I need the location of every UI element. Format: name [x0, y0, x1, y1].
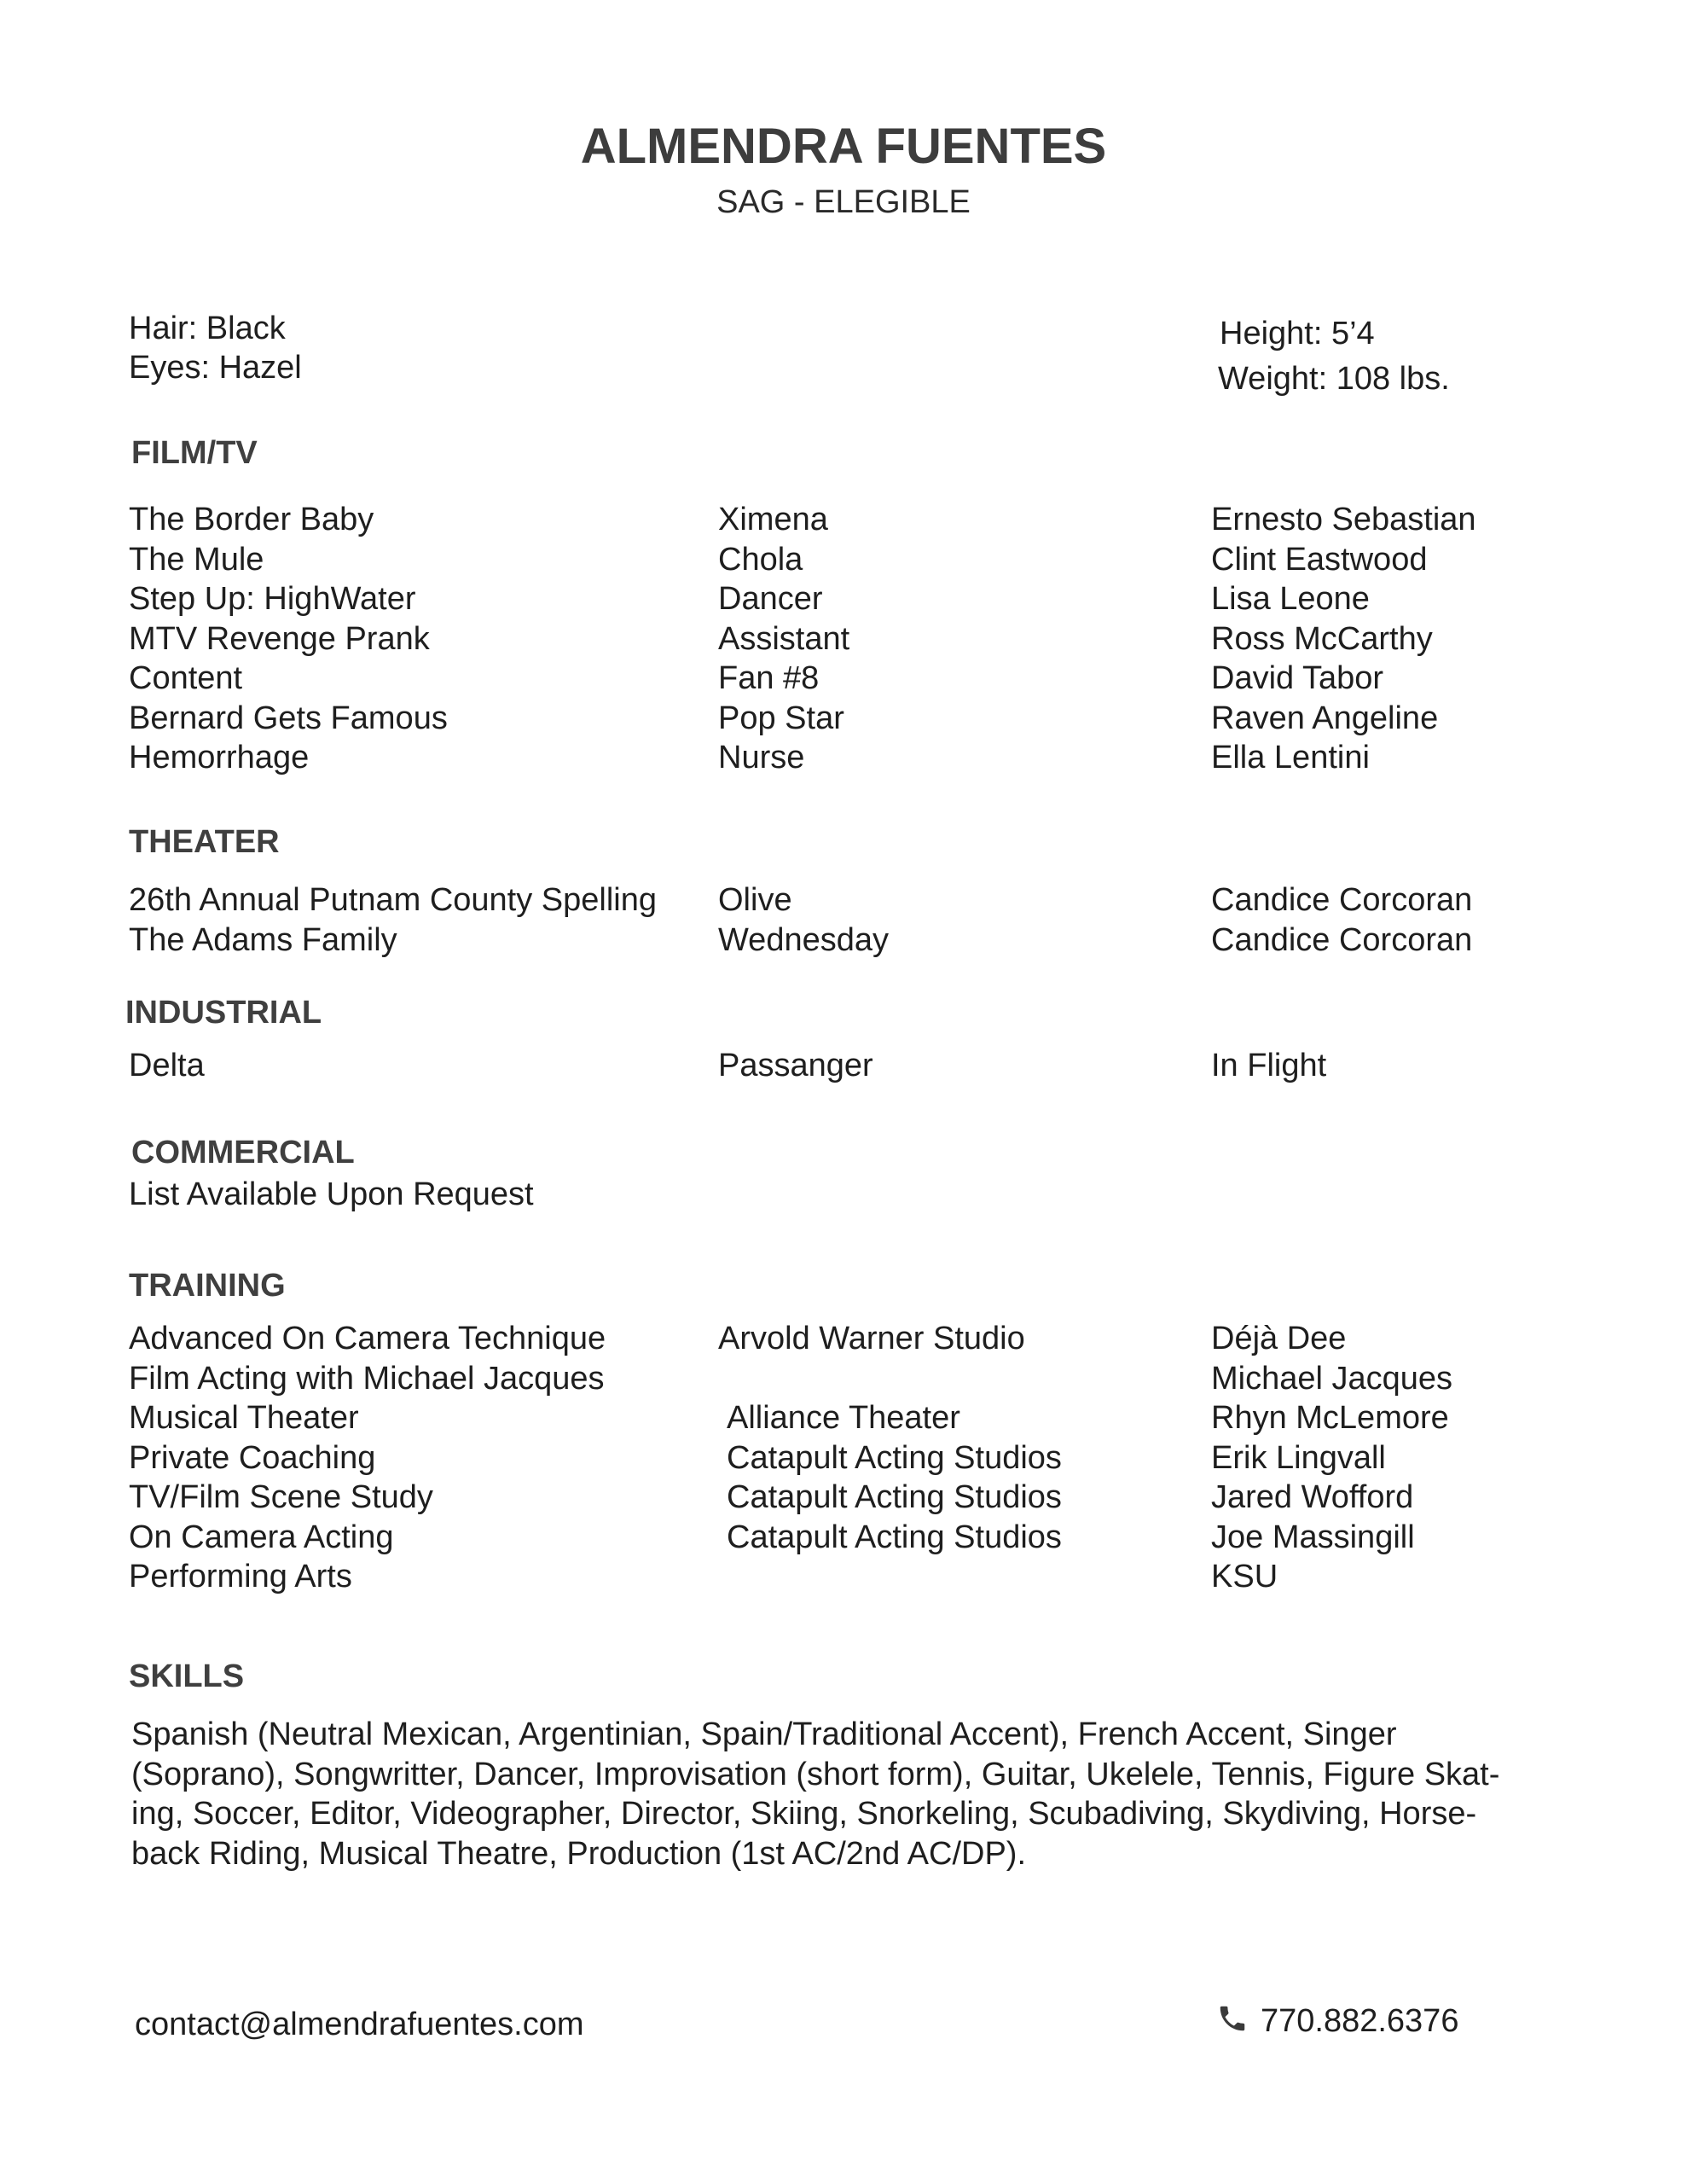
film-tv-role: Ximena [718, 502, 828, 537]
film-tv-role: Dancer [718, 581, 823, 617]
section-heading-film-tv: FILM/TV [131, 435, 258, 471]
training-teacher: Michael Jacques [1211, 1360, 1453, 1397]
theater-directors [1211, 880, 1472, 960]
training-course: Musical Theater [129, 1400, 359, 1436]
section-heading-theater: THEATER [129, 824, 280, 860]
training-teacher: KSU [1211, 1559, 1278, 1594]
training-course: Advanced On Camera Technique [129, 1321, 606, 1356]
film-tv-director: Ella Lentini [1211, 740, 1370, 775]
theater-director: Candice Corcoran [1211, 921, 1473, 958]
skills-text [131, 1715, 1499, 1873]
stat-hair: Hair: Black [129, 311, 286, 346]
union-status: SAG - ELEGIBLE [716, 184, 971, 220]
film-tv-director: Lisa Leone [1211, 581, 1370, 617]
skills-line: ing, Soccer, Editor, Videographer, Director, Skiing, Snorkeling, Scubadiving, Skydiving, Horse- [131, 1796, 1477, 1832]
training-teacher: Jared Wofford [1211, 1479, 1414, 1515]
theater-role: Wednesday [718, 921, 889, 958]
resume-name: ALMENDRA FUENTES [580, 119, 1107, 174]
film-tv-director: Ernesto Sebastian [1211, 502, 1476, 537]
theater-title: 26th Annual Putnam County Spelling [129, 882, 657, 918]
film-tv-director: Raven Angeline [1211, 700, 1439, 736]
training-schools [718, 1319, 1062, 1597]
industrial-title: Delta [129, 1048, 205, 1083]
section-heading-training: TRAINING [129, 1268, 286, 1304]
theater-roles [718, 880, 889, 960]
skills-line: (Soprano), Songwritter, Dancer, Improvisation (short form), Guitar, Ukelele, Tennis, Figure Skat- [131, 1756, 1500, 1792]
contact-phone: 770.882.6376 [1261, 2003, 1459, 2040]
film-tv-role: Chola [718, 541, 803, 578]
film-tv-director: David Tabor [1211, 660, 1384, 696]
training-teacher: Rhyn McLemore [1211, 1400, 1449, 1436]
training-school: Catapult Acting Studios [727, 1439, 1062, 1476]
film-tv-directors [1211, 500, 1476, 778]
film-tv-titles [129, 500, 448, 778]
stat-weight: Weight: 108 lbs. [1218, 361, 1450, 397]
section-heading-commercial: COMMERCIAL [131, 1135, 355, 1170]
commercial-text: List Available Upon Request [129, 1176, 534, 1212]
film-tv-role: Fan #8 [718, 660, 820, 696]
training-course: Film Acting with Michael Jacques [129, 1360, 605, 1397]
contact-phone-group[interactable] [1216, 2001, 1458, 2044]
film-tv-role: Nurse [718, 740, 805, 775]
section-heading-industrial: INDUSTRIAL [125, 995, 322, 1031]
skills-line: Spanish (Neutral Mexican, Argentinian, Spain/Traditional Accent), French Accent, Singer [131, 1716, 1397, 1752]
training-school: Arvold Warner Studio [718, 1321, 1025, 1356]
contact-email[interactable]: contact@almendrafuentes.com [135, 2007, 584, 2042]
training-teacher: Déjà Dee [1211, 1321, 1347, 1356]
stat-height: Height: 5’4 [1220, 316, 1375, 351]
film-tv-roles [718, 500, 849, 778]
film-tv-director: Clint Eastwood [1211, 541, 1428, 578]
film-tv-title: The Border Baby [129, 502, 374, 537]
theater-director: Candice Corcoran [1211, 882, 1473, 918]
training-course: On Camera Acting [129, 1519, 394, 1555]
training-school: Catapult Acting Studios [727, 1519, 1062, 1555]
training-teacher: Erik Lingvall [1211, 1439, 1386, 1476]
training-teachers [1211, 1319, 1452, 1597]
industrial-directors [1211, 1046, 1326, 1086]
film-tv-role: Pop Star [718, 700, 844, 736]
theater-titles [129, 880, 657, 960]
film-tv-role: Assistant [718, 620, 850, 657]
film-tv-title: MTV Revenge Prank [129, 620, 430, 657]
training-teacher: Joe Massingill [1211, 1519, 1415, 1555]
training-courses [129, 1319, 606, 1597]
phone-icon [1216, 2001, 1249, 2044]
training-school [718, 1359, 1062, 1399]
training-school: Alliance Theater [727, 1400, 960, 1436]
industrial-director: In Flight [1211, 1048, 1327, 1083]
training-course: TV/Film Scene Study [129, 1479, 433, 1515]
section-heading-skills: SKILLS [129, 1658, 245, 1694]
theater-title: The Adams Family [129, 921, 397, 958]
film-tv-title: Step Up: HighWater [129, 581, 416, 617]
film-tv-title: Content [129, 660, 243, 696]
film-tv-title: The Mule [129, 541, 264, 578]
industrial-roles [718, 1046, 873, 1086]
training-course: Performing Arts [129, 1559, 352, 1594]
skills-line: back Riding, Musical Theatre, Production (1st AC/2nd AC/DP). [131, 1835, 1027, 1872]
industrial-role: Passanger [718, 1048, 873, 1083]
film-tv-director: Ross McCarthy [1211, 620, 1433, 657]
film-tv-title: Hemorrhage [129, 740, 310, 775]
industrial-titles [129, 1046, 205, 1086]
theater-role: Olive [718, 882, 792, 918]
training-school: Catapult Acting Studios [727, 1479, 1062, 1515]
stat-eyes: Eyes: Hazel [129, 350, 302, 386]
film-tv-title: Bernard Gets Famous [129, 700, 448, 736]
training-course: Private Coaching [129, 1439, 376, 1476]
training-school [718, 1557, 1062, 1597]
